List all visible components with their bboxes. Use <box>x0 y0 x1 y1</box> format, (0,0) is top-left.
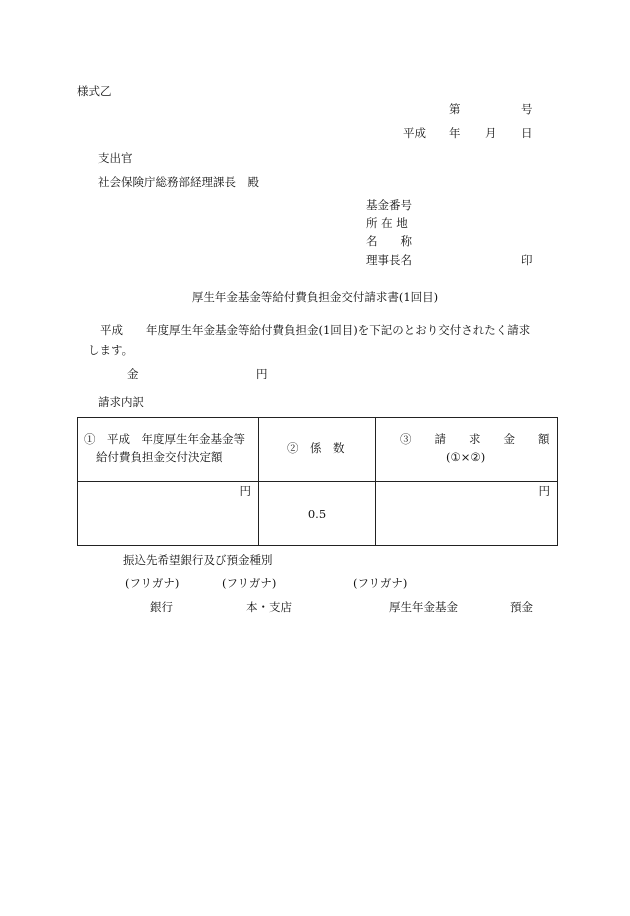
col1-header <box>78 418 259 482</box>
date-day: 日 <box>521 126 533 140</box>
col1-header-line2: 給付費負担金交付決定額 <box>96 450 223 464</box>
fund-number-label: 基金番号 <box>366 198 412 212</box>
body-line-2: します。 <box>88 343 134 357</box>
breakdown-table <box>77 417 558 546</box>
body-line-1: 平成 年度厚生年金基金等給付費負担金(1回目)を下記のとおり交付されたく請求 <box>100 323 531 337</box>
seal-mark: 印 <box>521 253 533 267</box>
fund-label: 厚生年金基金 <box>389 600 458 614</box>
furigana-fund: (フリガナ) <box>353 576 408 590</box>
document-title: 厚生年金基金等給付費負担金交付請求書(1回目) <box>191 290 439 304</box>
col3-unit: 円 <box>538 484 550 498</box>
amount-yen: 円 <box>256 367 268 381</box>
col2-header <box>259 418 376 482</box>
furigana-bank: (フリガナ) <box>125 576 180 590</box>
table-row <box>78 482 558 546</box>
col3-header-line2: (①×②) <box>446 450 486 464</box>
director-label: 理事長名 <box>366 253 412 267</box>
col1-unit: 円 <box>239 484 251 498</box>
furigana-branch: (フリガナ) <box>222 576 277 590</box>
date-month: 月 <box>485 126 497 140</box>
col1-value-cell[interactable] <box>78 482 259 546</box>
date-era: 平成 <box>403 126 426 140</box>
bank-section-label: 振込先希望銀行及び預金種別 <box>123 553 273 567</box>
number-dai: 第 <box>449 102 461 116</box>
address-label: 所 在 地 <box>366 216 408 230</box>
col3-value-cell[interactable] <box>376 482 558 546</box>
number-go: 号 <box>521 102 533 116</box>
name-label: 名 称 <box>366 234 412 248</box>
col2-header-label: ② 係 数 <box>287 441 345 455</box>
table-header-row <box>78 418 558 482</box>
col2-value-cell <box>259 482 376 546</box>
col1-header-line1: ① 平成 年度厚生年金基金等 <box>84 432 245 446</box>
breakdown-label: 請求内訳 <box>98 395 144 409</box>
addressee-name: 社会保険庁総務部経理課長 殿 <box>98 175 259 189</box>
addressee-title: 支出官 <box>98 151 133 165</box>
form-label: 様式乙 <box>77 84 112 98</box>
bank-label: 銀行 <box>150 600 173 614</box>
deposit-label: 預金 <box>510 600 533 614</box>
col3-header <box>376 418 558 482</box>
branch-label: 本・支店 <box>246 600 292 614</box>
date-year: 年 <box>449 126 461 140</box>
amount-kin: 金 <box>127 367 139 381</box>
coefficient-value: 0.5 <box>307 507 327 521</box>
col3-header-line1: ③ 請 求 金 額 <box>400 432 550 446</box>
